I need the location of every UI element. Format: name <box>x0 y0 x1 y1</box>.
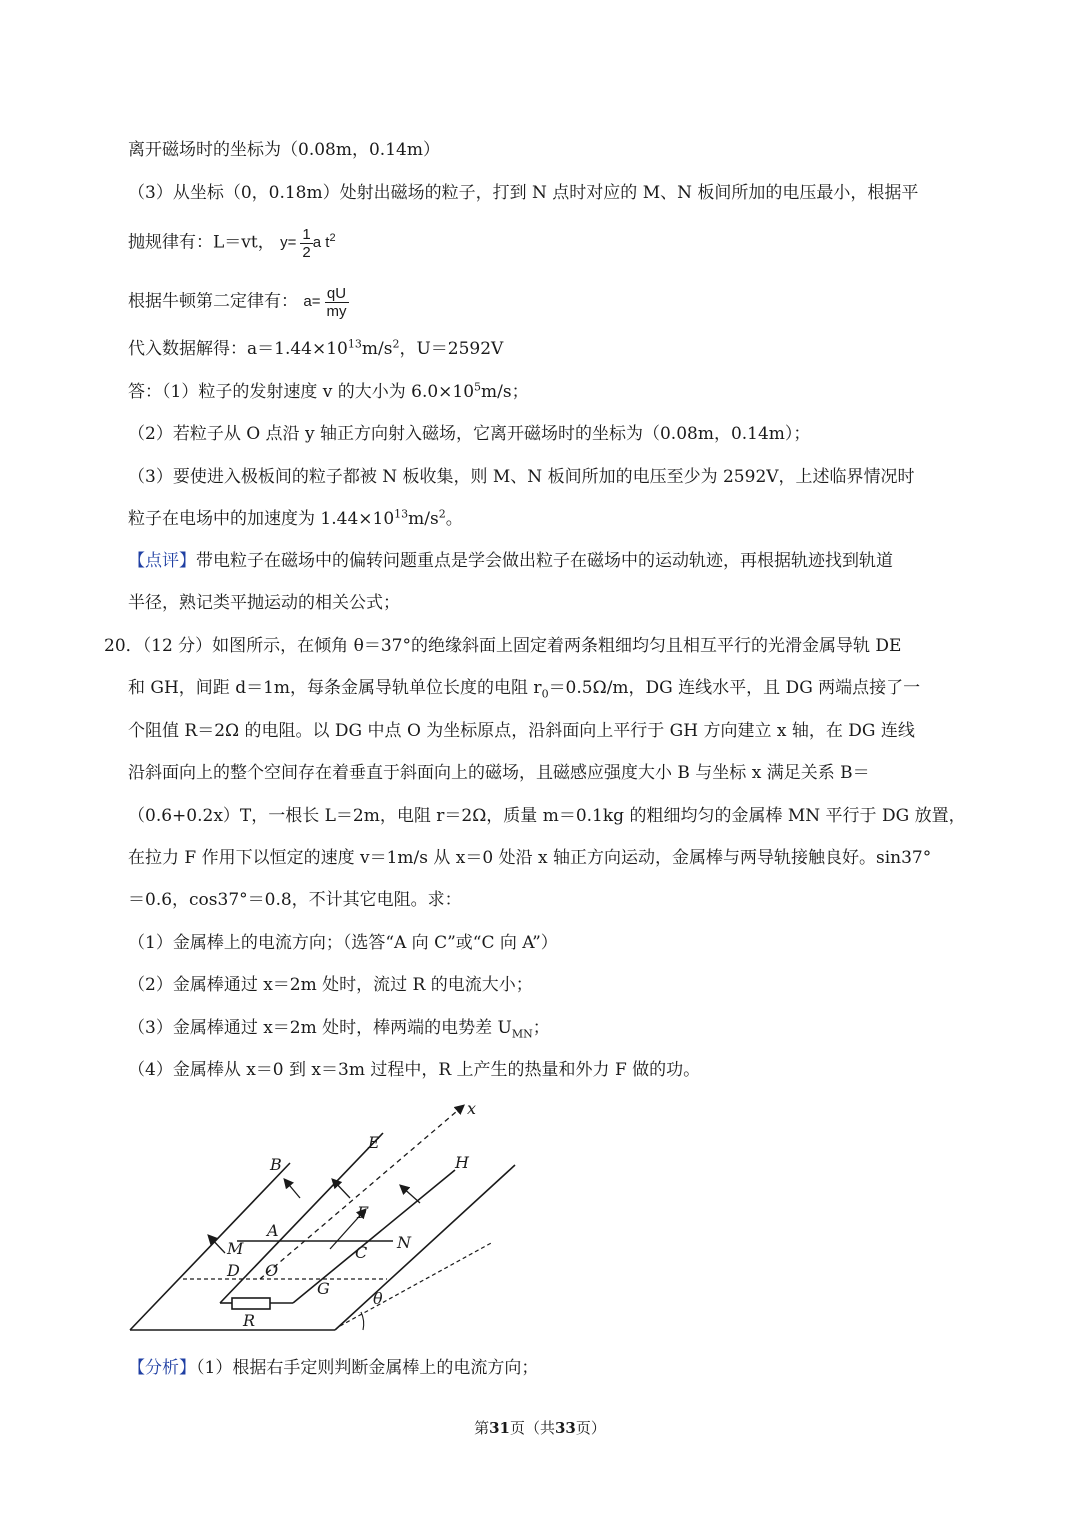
formula-a <box>303 285 348 320</box>
answer-line <box>128 381 529 403</box>
page-footer <box>0 1417 1080 1438</box>
analysis-text: （1）根据右手定则判断金属棒上的电流方向； <box>196 1358 539 1378</box>
text: ＝0.5Ω/m，DG 连线水平，且 DG 两端点接了一 <box>548 678 921 698</box>
sub-question-3 <box>128 1017 550 1039</box>
subscript: 0 <box>541 687 549 701</box>
footer-text: 第 <box>474 1419 490 1437</box>
superscript: 2 <box>392 337 400 351</box>
question-line: 在拉力 F 作用下以恒定的速度 v＝1m/s 从 x＝0 处沿 x 轴正方向运动，金属棒与两导轨接触良好。sin37° <box>128 848 932 868</box>
answer-line: （3）要使进入极板间的粒子都被 N 板收集，则 M、N 板间所加的电压至少为 2592V，上述临界情况时 <box>128 467 915 487</box>
text: 代入数据解得：a＝1.44×10 <box>128 339 348 359</box>
label-e: E <box>368 1133 380 1152</box>
numerator: qU <box>325 285 349 303</box>
question-text: （12 分）如图所示，在倾角 θ＝37°的绝缘斜面上固定着两条粗细均匀且相互平行的光滑金属导轨 DE <box>142 636 902 656</box>
superscript: 2 <box>329 232 336 245</box>
text: m/s <box>361 339 393 359</box>
analysis-tag: 【分析】 <box>128 1358 196 1378</box>
label-g: G <box>317 1279 330 1298</box>
sub-question-4: （4）金属棒从 x＝0 到 x＝3m 过程中，R 上产生的热量和外力 F 做的功。 <box>128 1060 701 1080</box>
answer-line <box>128 508 463 530</box>
superscript: 13 <box>347 337 362 351</box>
b-field-arrow <box>285 1180 300 1198</box>
resistor-r <box>232 1298 270 1309</box>
fraction <box>325 285 349 320</box>
superscript: 2 <box>438 507 446 521</box>
label-d: D <box>227 1261 240 1280</box>
label-b: B <box>270 1155 282 1174</box>
text: 根据牛顿第二定律有： <box>128 291 298 312</box>
incline-rails-diagram <box>125 1098 525 1338</box>
b-field-arrow <box>401 1186 420 1203</box>
question-line: （0.6+0.2x）T，一根长 L＝2m，电阻 r＝2Ω，质量 m＝0.1kg 的粗细均匀的金属棒 MN 平行于 DG 放置， <box>128 806 966 826</box>
question-line <box>128 677 920 699</box>
solution-line-with-formula <box>128 226 336 261</box>
label-m: M <box>227 1239 244 1258</box>
formula-y <box>280 226 336 261</box>
superscript: 5 <box>474 380 482 394</box>
denominator: my <box>326 303 347 320</box>
formula-part: a= <box>303 293 321 311</box>
label-a: A <box>267 1221 279 1240</box>
label-r: R <box>243 1311 256 1330</box>
text: m/s <box>408 509 439 529</box>
review-line <box>128 550 893 572</box>
label-x: x <box>467 1099 477 1118</box>
question-line: 沿斜面向上的整个空间存在着垂直于斜面向上的磁场，且磁感应强度大小 B 与坐标 x 满足关系 B＝ <box>128 763 870 783</box>
answer-line: （2）若粒子从 O 点沿 y 轴正方向射入磁场，它离开磁场时的坐标为（0.08m，0.14m）； <box>128 424 811 444</box>
subscript: MN <box>511 1027 533 1041</box>
text: m/s； <box>481 382 529 402</box>
text: ； <box>532 1018 550 1038</box>
question-number: 20． <box>104 636 143 656</box>
solution-line: 离开磁场时的坐标为（0.08m，0.14m） <box>128 140 440 160</box>
review-line: 半径，熟记类平抛运动的相关公式； <box>128 593 400 613</box>
formula-part: a t <box>312 234 330 252</box>
text: ，U＝2592V <box>399 339 504 359</box>
label-o: O <box>265 1261 279 1280</box>
total-pages: 33 <box>555 1419 576 1437</box>
label-h: H <box>455 1153 469 1172</box>
label-c: C <box>355 1243 368 1262</box>
review-text: 带电粒子在磁场中的偏转问题重点是学会做出粒子在磁场中的运动轨迹，再根据轨迹找到轨道 <box>196 551 893 571</box>
fraction <box>300 226 312 261</box>
b-field-arrow <box>333 1180 350 1198</box>
label-f: F <box>357 1203 369 1222</box>
superscript: 13 <box>394 507 409 521</box>
sub-question-1: （1）金属棒上的电流方向；（选答“A 向 C”或“C 向 A”） <box>128 933 558 953</box>
solution-line <box>128 338 503 360</box>
question-20 <box>104 635 901 657</box>
solution-line: （3）从坐标（0，0.18m）处射出磁场的粒子，打到 N 点时对应的 M、N 板间所加的电压最小，根据平 <box>128 183 919 203</box>
review-tag: 【点评】 <box>128 551 196 571</box>
label-theta: θ <box>373 1289 383 1308</box>
text: 和 GH，间距 d＝1m，每条金属导轨单位长度的电阻 r <box>128 678 542 698</box>
formula-part: y= <box>280 234 297 252</box>
question-line: ＝0.6，cos37°＝0.8，不计其它电阻。求： <box>128 890 462 910</box>
analysis-line <box>128 1357 538 1379</box>
text: （3）金属棒通过 x＝2m 处时，棒两端的电势差 U <box>128 1018 512 1038</box>
text: 粒子在电场中的加速度为 1.44×10 <box>128 509 395 529</box>
question-line: 个阻值 R＝2Ω 的电阻。以 DG 中点 O 为坐标原点，沿斜面向上平行于 GH 方向建立 x 轴，在 DG 连线 <box>128 721 915 741</box>
label-n: N <box>397 1233 411 1252</box>
sub-question-2: （2）金属棒通过 x＝2m 处时，流过 R 的电流大小； <box>128 975 533 995</box>
solution-line-with-formula <box>128 285 349 320</box>
denominator: 2 <box>302 244 311 261</box>
plane-left-edge <box>130 1163 290 1330</box>
text: 。 <box>445 509 463 529</box>
footer-text: 页） <box>575 1419 606 1437</box>
text: 抛规律有：L＝vt， <box>128 232 275 253</box>
page-number: 31 <box>489 1419 510 1437</box>
numerator: 1 <box>302 226 311 243</box>
text: 答：（1）粒子的发射速度 v 的大小为 6.0×10 <box>128 382 475 402</box>
footer-text: 页（共 <box>509 1419 555 1437</box>
